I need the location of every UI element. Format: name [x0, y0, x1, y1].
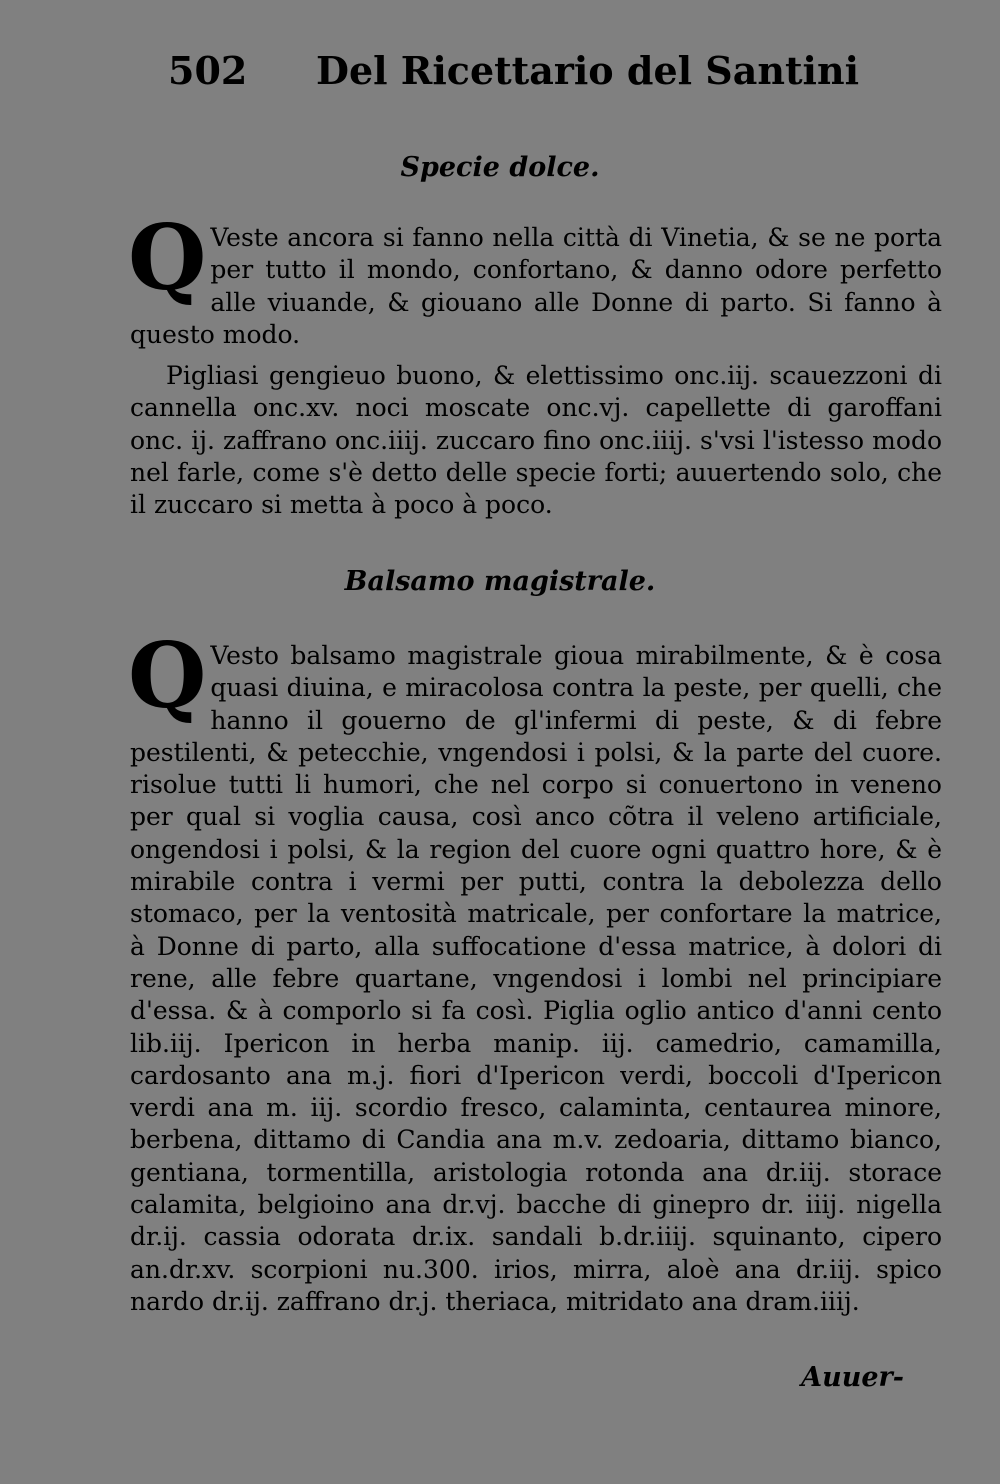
page-header: [168, 48, 860, 100]
section-paragraph-1: [128, 205, 942, 351]
drop-cap: Q: [128, 623, 207, 729]
section-title-balsamo-magistrale: Balsamo magistrale.: [344, 566, 656, 597]
drop-cap: Q: [128, 205, 207, 311]
paragraph-text: Pigliasi gengieuo buono, & elettissimo onc.iij. scauezzoni di cannella onc.xv. noci moscate onc.vj. capellette di garoffani onc. ij. zaffrano onc.iiij. zuccaro fino onc.iiij. s'vsi l'istesso modo nel farle, come s'è detto delle specie forti; auuertendo solo, che il zuccaro si metta à poco à poco.: [130, 361, 942, 520]
paragraph-text: Vesto balsamo magistrale gioua mirabilmente, & è cosa quasi diuina, e miracolosa contra la peste, per quelli, che hanno il gouerno de gl'infermi di peste, & di febre pestilenti, & petecchie, vngendosi i polsi, & la parte del cuore. risolue tutti li humori, che nel corpo si conuertono in veneno per qual si voglia causa, così anco cõtra il veleno artificiale, ongendosi i polsi, & la region del cuore ogni quattro hore, & è mirabile contra i vermi per putti, contra la debolezza dello stomaco, per la ventosità matricale, per confortare la matrice, à Donne di parto, alla suffocatione d'essa matrice, à dolori di rene, alle febre quartane, vngendosi i lombi nel principiare d'essa. & à comporlo si fa così. Piglia oglio antico d'anni cento lib.iij. Ipericon in herba manip. iij. camedrio, camamilla, cardosanto ana m.j. fiori d'Ipericon verdi, boccoli d'Ipericon verdi ana m. iij. scordio fresco, calaminta, centaurea minore, berbena, dittamo di Candia ana m.v. zedoaria, dittamo bianco, gentiana, tormentilla, aristologia rotonda ana dr.iij. storace calamita, belgioino ana dr.vj. bacche di ginepro dr. iiij. nigella dr.ij. cassia odorata dr.ix. sandali b.dr.iiij. squinanto, cipero an.dr.xv. scorpioni nu.300. irios, mirra, aloè ana dr.iij. spico nardo dr.ij. zaffrano dr.j. theriaca, mitridato ana dram.iiij.: [130, 641, 942, 1316]
section-paragraph-3: [128, 623, 942, 1318]
section-title-specie-dolce: Specie dolce.: [400, 152, 600, 183]
running-title: Del Ricettario del Santini: [316, 48, 860, 93]
section-paragraph-2: [130, 360, 942, 521]
paragraph-text: Veste ancora si fanno nella città di Vinetia, & se ne porta per tutto il mondo, confortano, & danno odore perfetto alle viuande, & giouano alle Donne di parto. Si fanno à questo modo.: [130, 223, 942, 349]
catchword: Auuer-: [801, 1362, 904, 1393]
page-number: 502: [168, 48, 248, 93]
